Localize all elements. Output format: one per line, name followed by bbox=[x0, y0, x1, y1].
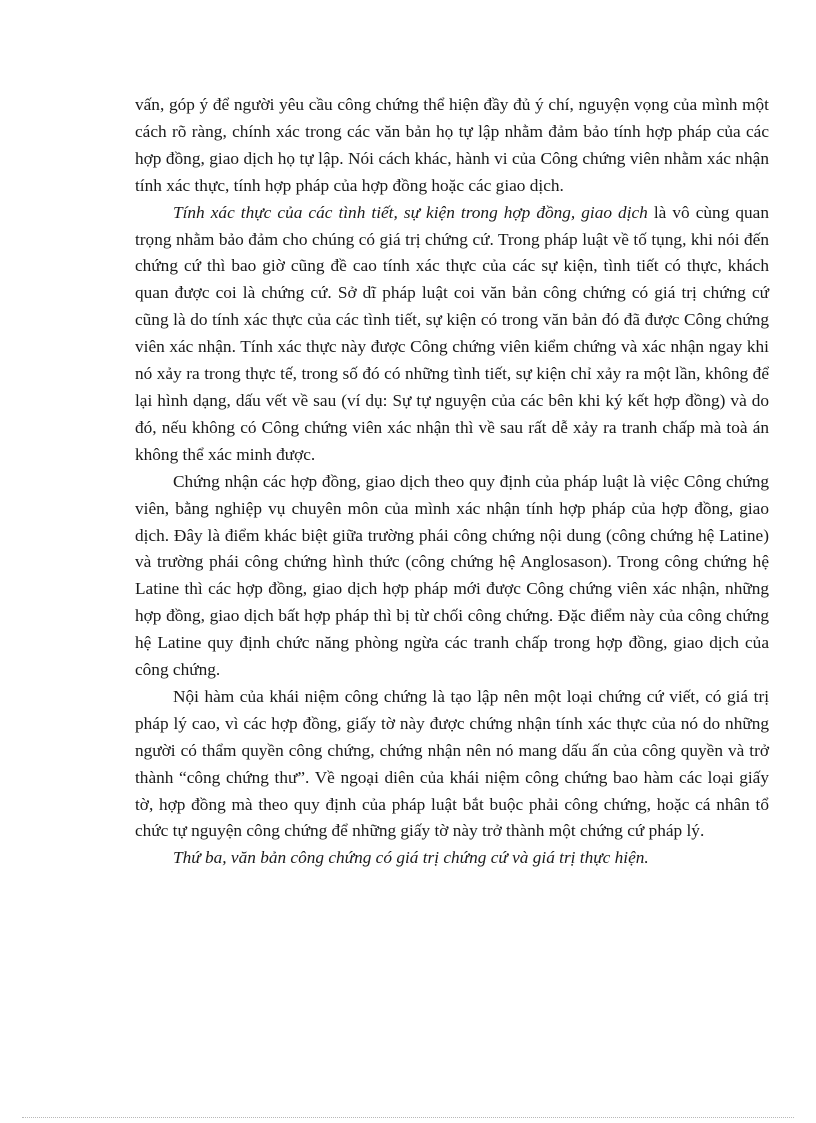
paragraph-concept: Nội hàm của khái niệm công chứng là tạo lập nên một loại chứng cứ viết, có giá trị pháp lý cao, vì các hợp đồng, giấy tờ này được chứng nhận tính xác thực của nó do những người có thẩm quyền công chứng, chứng nhận nên nó mang dấu ấn của công quyền và trở thành “công chứng thư”. Về ngoại diên của khái niệm công chứng bao hàm các loại giấy tờ, hợp đồng mà theo quy định của pháp luật bắt buộc phải công chứng, hoặc cá nhân tổ chức tự nguyện công chứng để những giấy tờ này trở thành một chứng cứ pháp lý. bbox=[135, 686, 769, 841]
page-bottom-divider bbox=[22, 1117, 794, 1118]
paragraph-third-point: Thứ ba, văn bản công chứng có giá trị chứng cứ và giá trị thực hiện. bbox=[173, 848, 649, 868]
paragraph-authenticity-body: là vô cùng quan trọng nhằm bảo đảm cho chúng có giá trị chứng cứ. Trong pháp luật về tố tụng, khi nói đến chứng cứ thì bao giờ cũng đề cao tính xác thực của các sự kiện, tình tiết có thực, khách quan được coi là chứng cứ. Sở dĩ pháp luật coi văn bản công chứng có giá trị chứng cứ cũng là do tính xác thực của các tình tiết, sự kiện có trong văn bản đó đã được Công chứng viên xác nhận. Tính xác thực này được Công chứng viên kiểm chứng và xác nhận ngay khi nó xảy ra trong thực tế, trong số đó có những tình tiết, sự kiện chỉ xảy ra một lần, không để lại hình dạng, dấu vết về sau (ví dụ: Sự tự nguyện của các bên khi ký kết hợp đồng) và do đó, nếu không có Công chứng viên xác nhận thì về sau rất dễ xảy ra tranh chấp mà toà án không thể xác minh được. bbox=[135, 202, 769, 464]
paragraph-authenticity bbox=[135, 200, 769, 469]
paragraph-continuation: vấn, góp ý để người yêu cầu công chứng thể hiện đầy đủ ý chí, nguyện vọng của mình một cách rõ ràng, chính xác trong các văn bản họ tự lập nhằm đảm bảo tính hợp pháp của các hợp đồng, giao dịch họ tự lập. Nói cách khác, hành vi của Công chứng viên nhằm xác nhận tính xác thực, tính hợp pháp của hợp đồng hoặc các giao dịch. bbox=[135, 95, 769, 195]
paragraph-authenticity-lead: Tính xác thực của các tình tiết, sự kiện trong hợp đồng, giao dịch bbox=[173, 202, 648, 222]
document-body bbox=[135, 92, 769, 872]
paragraph-certification: Chứng nhận các hợp đồng, giao dịch theo quy định của pháp luật là việc Công chứng viên, bằng nghiệp vụ chuyên môn của mình xác nhận tính hợp pháp của hợp đồng, giao dịch. Đây là điểm khác biệt giữa trường phái công chứng nội dung (công chứng hệ Latine) và trường phái công chứng hình thức (công chứng hệ Anglosason). Trong công chứng hệ Latine thì các hợp đồng, giao dịch hợp pháp mới được Công chứng viên xác nhận, những hợp đồng, giao dịch bất hợp pháp thì bị từ chối công chứng. Đặc điểm này của công chứng hệ Latine quy định chức năng phòng ngừa các tranh chấp trong hợp đồng, giao dịch của công chứng. bbox=[135, 471, 769, 680]
